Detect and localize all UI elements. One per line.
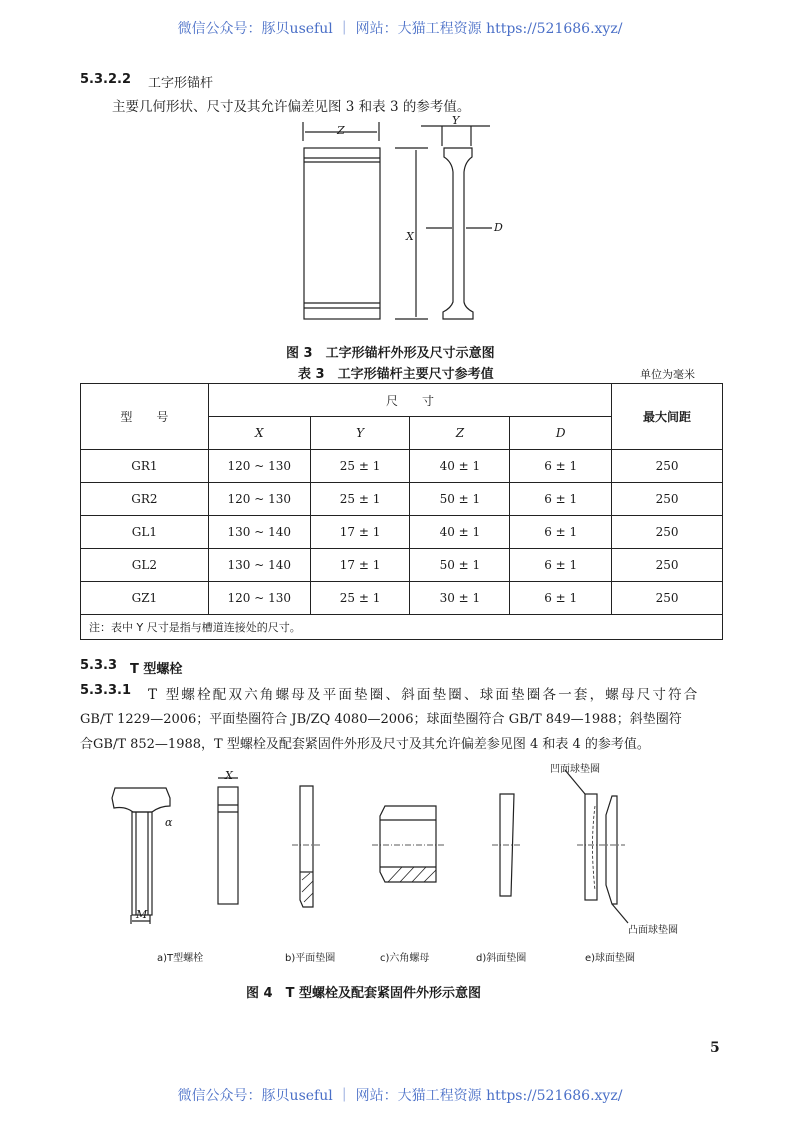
- figure-3-drawing: [303, 122, 492, 319]
- fig3-label-y: Y: [452, 114, 460, 127]
- cell-z: 50 ± 1: [410, 549, 510, 582]
- fig4-label-concave-washer: 凹面球垫圈: [550, 764, 600, 775]
- cell-x: 130 ~ 140: [208, 549, 310, 582]
- table-row: [81, 549, 723, 582]
- cell-y: 25 ± 1: [310, 483, 410, 516]
- cell-d: 6 ± 1: [510, 549, 612, 582]
- cell-d: 6 ± 1: [510, 582, 612, 615]
- cell-x: 120 ~ 130: [208, 582, 310, 615]
- header-model: 型 号: [81, 384, 209, 450]
- cell-max: 250: [612, 483, 723, 516]
- cell-z: 30 ± 1: [410, 582, 510, 615]
- table-3-unit: 单位为毫米: [640, 368, 695, 381]
- cell-max: 250: [612, 549, 723, 582]
- fig3-label-x: X: [406, 230, 414, 243]
- cell-y: 25 ± 1: [310, 582, 410, 615]
- header-d: D: [510, 417, 612, 450]
- section-533-number: 5.3.3: [80, 658, 118, 673]
- cell-model: GL2: [81, 549, 209, 582]
- section-5331-number: 5.3.3.1: [80, 683, 131, 698]
- fig4-sub-d: d)斜面垫圈: [476, 953, 527, 964]
- table-note-row: [81, 615, 723, 640]
- cell-max: 250: [612, 516, 723, 549]
- cell-model: GZ1: [81, 582, 209, 615]
- table-row: [81, 582, 723, 615]
- fig4-label-m: M: [136, 908, 148, 921]
- figure-3-caption: 图 3 工字形锚杆外形及尺寸示意图: [286, 346, 495, 361]
- table-3: [80, 383, 723, 640]
- cell-d: 6 ± 1: [510, 516, 612, 549]
- cell-x: 120 ~ 130: [208, 450, 310, 483]
- section-5331-line1: T 型螺栓配双六角螺母及平面垫圈、斜面垫圈、球面垫圈各一套，螺母尺寸符合: [148, 687, 700, 703]
- cell-max: 250: [612, 582, 723, 615]
- fig4-sub-a: a)T型螺栓: [157, 953, 204, 964]
- section-5322-number: 5.3.2.2: [80, 72, 131, 87]
- watermark-top: 微信公众号：豚贝useful ｜ 网站：大猫工程资源 https://521686.xyz/: [177, 21, 623, 37]
- cell-model: GR2: [81, 483, 209, 516]
- cell-x: 120 ~ 130: [208, 483, 310, 516]
- header-z: Z: [410, 417, 510, 450]
- header-max-spacing: 最大间距: [612, 384, 723, 450]
- table-3-title: 表 3 工字形锚杆主要尺寸参考值: [298, 367, 494, 382]
- cell-max: 250: [612, 450, 723, 483]
- cell-model: GR1: [81, 450, 209, 483]
- table-row: [81, 516, 723, 549]
- section-5331-line3: 合GB/T 852—1988，T 型螺栓及配套紧固件外形及尺寸及其允许偏差参见图 4 和表 4 的参考值。: [80, 737, 650, 752]
- figure-4-drawing: [112, 770, 628, 924]
- watermark-bottom: 微信公众号：豚贝useful ｜ 网站：大猫工程资源 https://521686.xyz/: [177, 1088, 623, 1104]
- cell-y: 17 ± 1: [310, 549, 410, 582]
- cell-y: 25 ± 1: [310, 450, 410, 483]
- fig3-label-z: Z: [337, 124, 345, 137]
- table-header-row: [81, 384, 723, 417]
- fig3-label-d: D: [494, 221, 503, 234]
- fig4-sub-c: c)六角螺母: [380, 953, 430, 964]
- header-x: X: [208, 417, 310, 450]
- cell-y: 17 ± 1: [310, 516, 410, 549]
- table-row: [81, 483, 723, 516]
- cell-model: GL1: [81, 516, 209, 549]
- fig4-label-convex-washer: 凸面球垫圈: [628, 925, 678, 936]
- page-number: 5: [710, 1040, 720, 1056]
- table-note: 注：表中 Y 尺寸是指与槽道连接处的尺寸。: [81, 615, 723, 640]
- header-size: 尺 寸: [208, 384, 611, 417]
- figure-4-caption: 图 4 T 型螺栓及配套紧固件外形示意图: [246, 986, 481, 1001]
- fig4-sub-b: b)平面垫圈: [285, 953, 336, 964]
- fig4-label-alpha: α: [165, 816, 173, 829]
- fig4-sub-e: e)球面垫圈: [585, 953, 636, 964]
- cell-d: 6 ± 1: [510, 450, 612, 483]
- section-5331-line2: GB/T 1229—2006；平面垫圈符合 JB/ZQ 4080—2006；球面垫圈符合 GB/T 849—1988；斜垫圈符: [80, 712, 682, 727]
- header-y: Y: [310, 417, 410, 450]
- table-row: [81, 450, 723, 483]
- cell-d: 6 ± 1: [510, 483, 612, 516]
- fig4-label-x: X: [225, 769, 233, 782]
- cell-x: 130 ~ 140: [208, 516, 310, 549]
- cell-z: 50 ± 1: [410, 483, 510, 516]
- section-5322-text: 主要几何形状、尺寸及其允许偏差见图 3 和表 3 的参考值。: [112, 99, 471, 115]
- cell-z: 40 ± 1: [410, 450, 510, 483]
- cell-z: 40 ± 1: [410, 516, 510, 549]
- section-533-title: T 型螺栓: [130, 662, 183, 677]
- section-5322-title: 工字形锚杆: [148, 76, 214, 91]
